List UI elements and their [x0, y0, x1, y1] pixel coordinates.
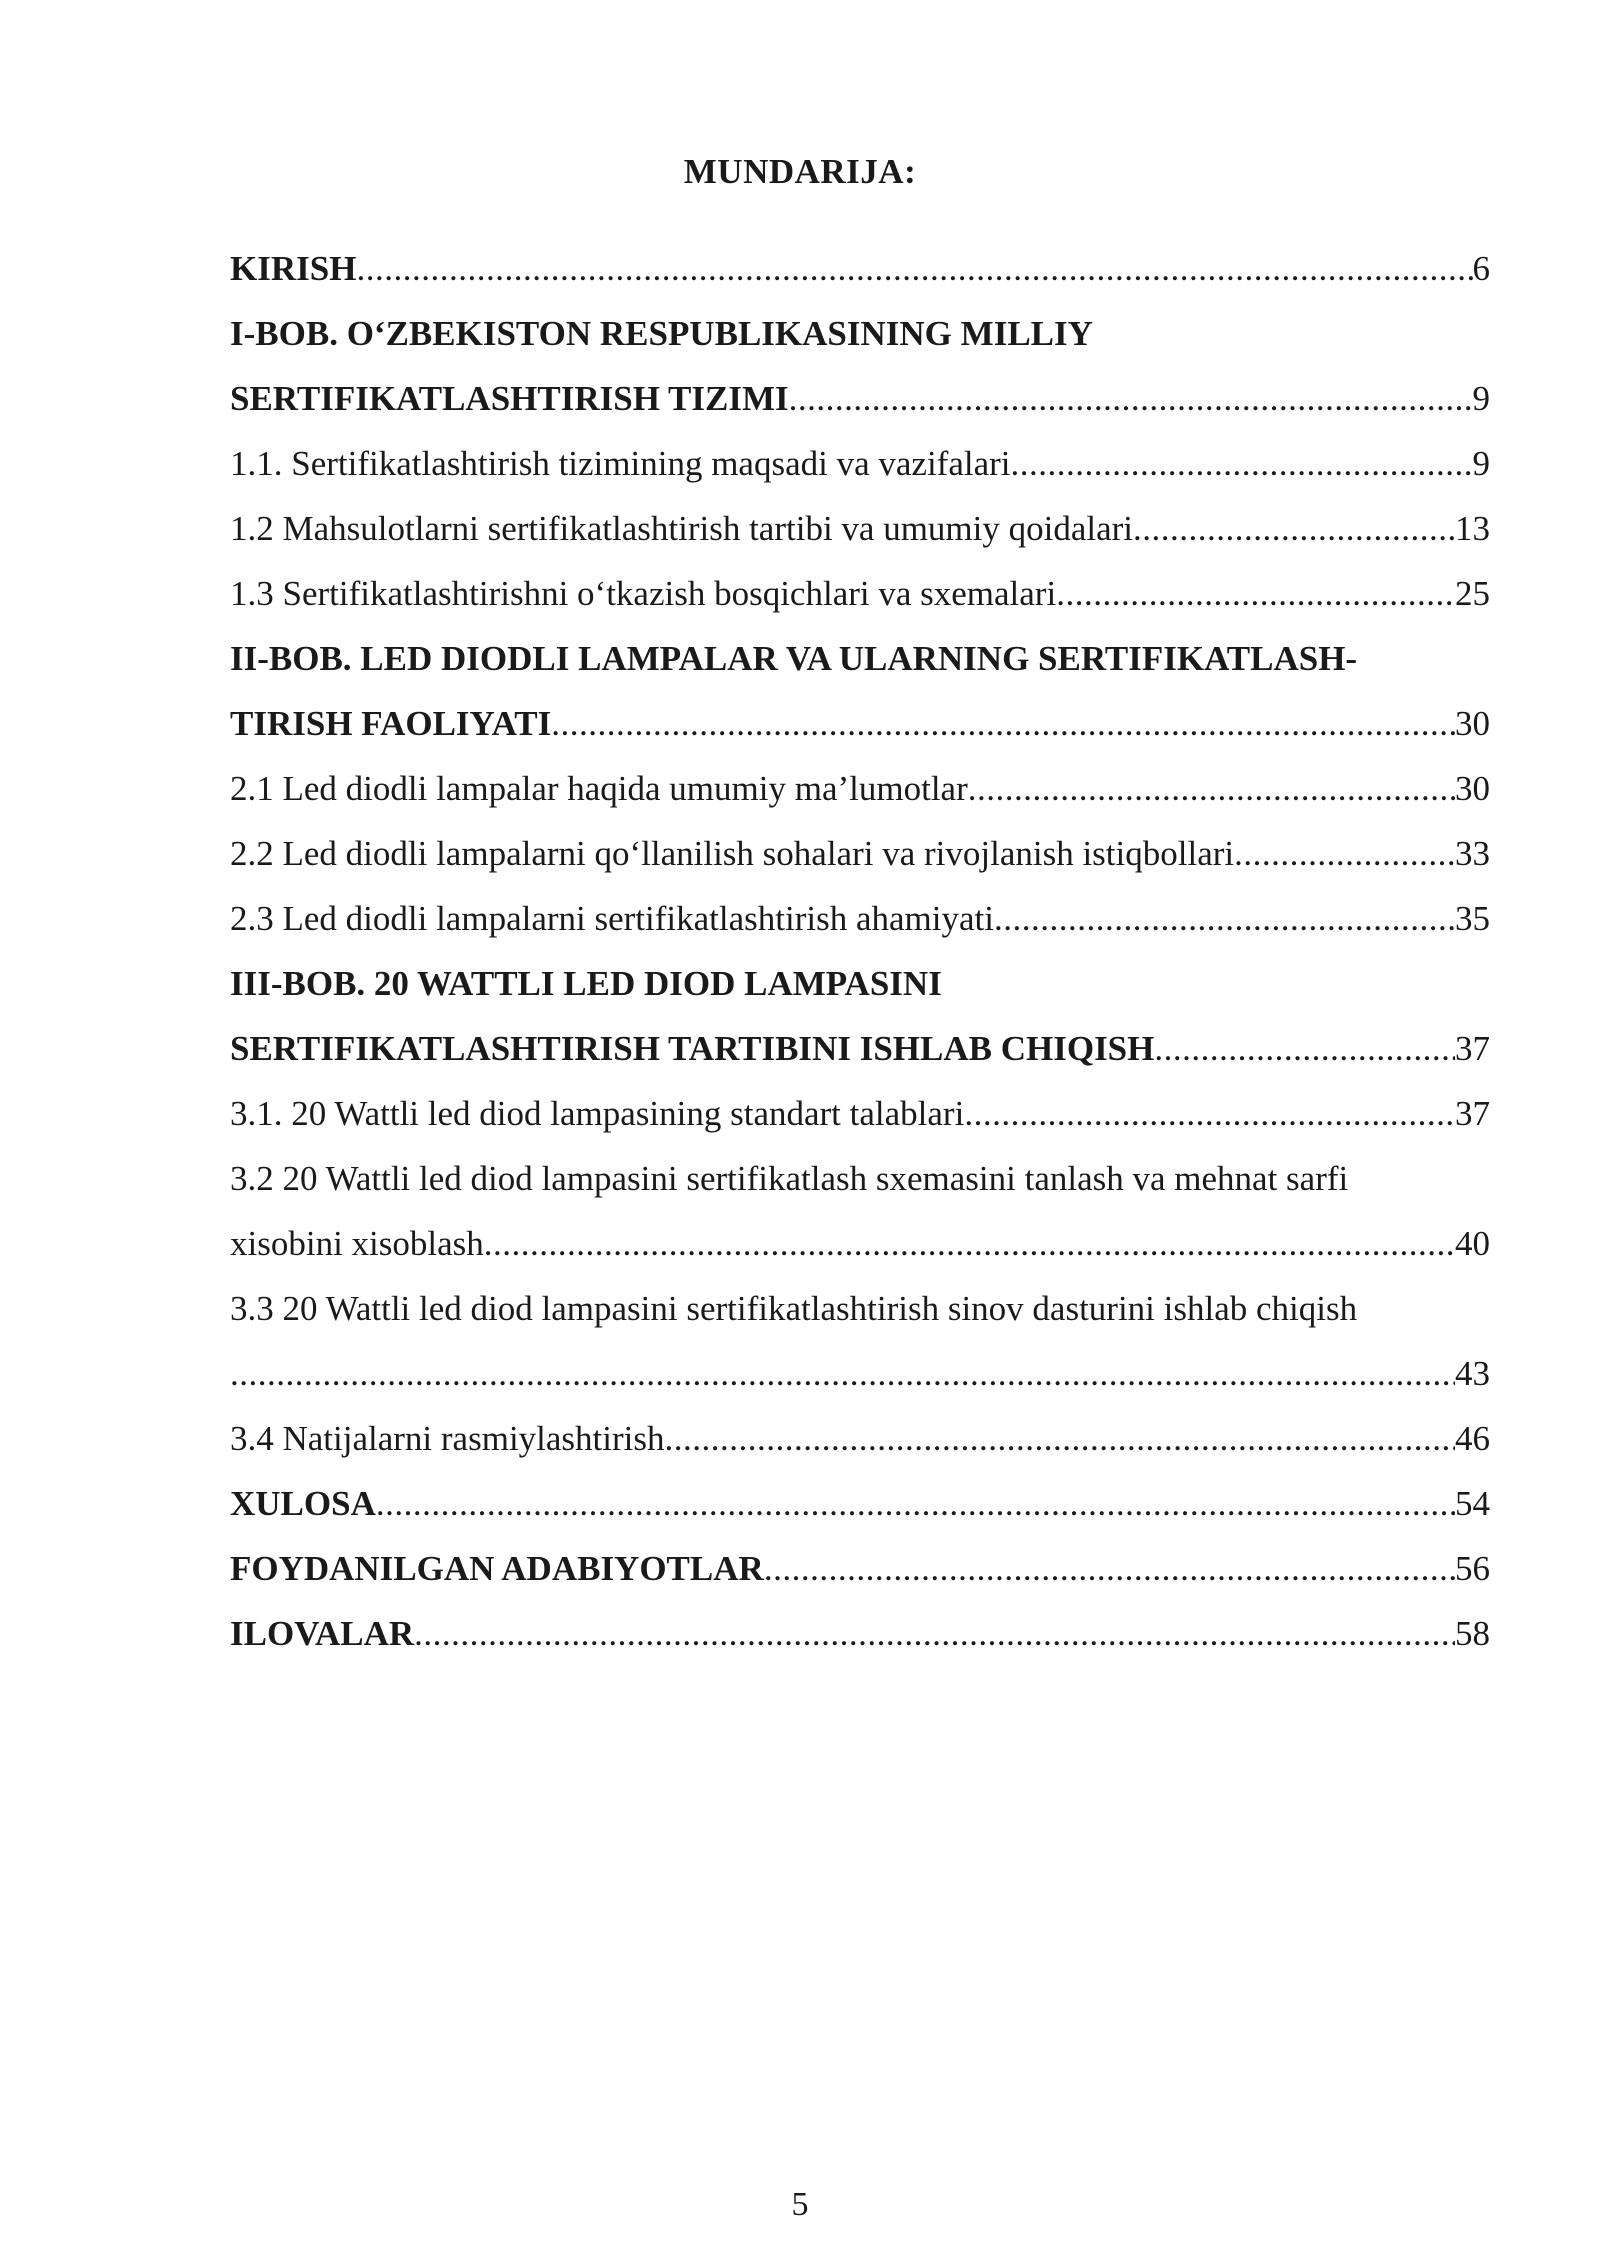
toc-entry-3-2-cont	[230, 1211, 1490, 1276]
toc-entry-adabiyotlar	[230, 1536, 1490, 1601]
toc-entry-text: XULOSA	[230, 1484, 376, 1523]
toc-entry-page: 13	[1455, 509, 1490, 548]
toc-entry-text: 1.1. Sertifikatlashtirish tizimining maqsadi va vazifalari	[230, 444, 1011, 483]
toc-title: MUNDARIJA:	[683, 152, 917, 191]
toc-entry-3-2	[230, 1146, 1490, 1211]
toc-entry-text: FOYDANILGAN ADABIYOTLAR	[230, 1549, 764, 1588]
toc-entry-page: 56	[1455, 1549, 1490, 1588]
toc-entry-text: SERTIFIKATLASHTIRISH TARTIBINI ISHLAB CHIQISH	[230, 1029, 1155, 1068]
toc-entry-page: 6	[1472, 249, 1490, 288]
dot-leader	[964, 1081, 1455, 1146]
toc-entry-chapter-2-title	[230, 626, 1490, 691]
toc-entry-xulosa	[230, 1471, 1490, 1536]
toc-entry-2-2	[230, 821, 1490, 886]
dot-leader	[230, 1341, 1455, 1406]
toc-entry-1-1	[230, 431, 1490, 496]
dot-leader	[968, 756, 1455, 821]
toc-entry-page: 46	[1455, 1419, 1490, 1458]
toc-entry-text: 3.2 20 Wattli led diod lampasini sertifikatlash sxemasini tanlash va mehnat sarfi	[230, 1159, 1349, 1198]
page-number: 5	[791, 2186, 809, 2223]
toc-entry-2-1	[230, 756, 1490, 821]
toc-entry-page: 25	[1455, 574, 1490, 613]
dot-leader	[376, 1471, 1455, 1536]
toc-entry-page: 43	[1455, 1354, 1490, 1393]
toc-entry-page: 9	[1472, 444, 1490, 483]
dot-leader	[484, 1211, 1455, 1276]
toc-entry-text: ILOVALAR	[230, 1614, 415, 1653]
toc-entry-1-3	[230, 561, 1490, 626]
toc-entry-3-4	[230, 1406, 1490, 1471]
toc-entry-page: 30	[1455, 704, 1490, 743]
toc-entry-text: II-BOB. LED DIODLI LAMPALAR VA ULARNING SERTIFIKATLASH-	[230, 639, 1358, 678]
dot-leader	[665, 1406, 1456, 1471]
toc-entry-page: 35	[1455, 899, 1490, 938]
toc-entry-chapter-1-title	[230, 301, 1490, 366]
dot-leader	[1234, 821, 1455, 886]
dot-leader	[1056, 561, 1455, 626]
toc-entry-page: 37	[1455, 1029, 1490, 1068]
toc-entry-text: TIRISH FAOLIYATI	[230, 704, 552, 743]
dot-leader	[551, 691, 1455, 756]
toc-entry-page: 54	[1455, 1484, 1490, 1523]
toc-entry-text: KIRISH	[230, 249, 357, 288]
toc-entry-text: 3.1. 20 Wattli led diod lampasining standart talablari	[230, 1094, 965, 1133]
dot-leader	[1133, 496, 1455, 561]
toc-entry-3-3	[230, 1276, 1490, 1341]
toc-entry-text: 2.3 Led diodli lampalarni sertifikatlashtirish ahamiyati	[230, 899, 994, 938]
toc-entry-chapter-3-title	[230, 951, 1490, 1016]
toc-entry-chapter-1-title-cont	[230, 366, 1490, 431]
toc-entry-text: 3.3 20 Wattli led diod lampasini sertifikatlashtirish sinov dasturini ishlab chiqish	[230, 1289, 1358, 1328]
table-of-contents	[230, 236, 1490, 1666]
toc-entry-chapter-3-title-cont	[230, 1016, 1490, 1081]
toc-entry-ilovalar	[230, 1601, 1490, 1666]
toc-entry-text: I-BOB. O‘ZBEKISTON RESPUBLIKASINING MILLIY	[230, 314, 1093, 353]
toc-entry-page: 58	[1455, 1614, 1490, 1653]
toc-entry-2-3	[230, 886, 1490, 951]
toc-entry-page: 9	[1472, 379, 1490, 418]
toc-entry-page: 30	[1455, 769, 1490, 808]
toc-entry-chapter-2-title-cont	[230, 691, 1490, 756]
toc-entry-page: 40	[1455, 1224, 1490, 1263]
dot-leader	[994, 886, 1455, 951]
toc-entry-text: SERTIFIKATLASHTIRISH TIZIMI	[230, 379, 789, 418]
toc-entry-1-2	[230, 496, 1490, 561]
dot-leader	[764, 1536, 1455, 1601]
dot-leader	[789, 366, 1473, 431]
toc-entry-text: 1.2 Mahsulotlarni sertifikatlashtirish tartibi va umumiy qoidalari	[230, 509, 1134, 548]
toc-entry-text: III-BOB. 20 WATTLI LED DIOD LAMPASINI	[230, 964, 942, 1003]
toc-entry-3-1	[230, 1081, 1490, 1146]
toc-entry-page: 37	[1455, 1094, 1490, 1133]
toc-entry-text: xisobini xisoblash	[230, 1224, 484, 1263]
dot-leader	[414, 1601, 1455, 1666]
dot-leader	[356, 236, 1472, 301]
dot-leader	[1011, 431, 1473, 496]
toc-entry-text: 1.3 Sertifikatlashtirishni o‘tkazish bosqichlari va sxemalari	[230, 574, 1057, 613]
toc-entry-text: 2.1 Led diodli lampalar haqida umumiy ma’lumotlar	[230, 769, 968, 808]
dot-leader	[1154, 1016, 1455, 1081]
toc-entry-text: 2.2 Led diodli lampalarni qo‘llanilish sohalari va rivojlanish istiqbollari	[230, 834, 1235, 873]
toc-entry-kirish	[230, 236, 1490, 301]
toc-entry-text: 3.4 Natijalarni rasmiylashtirish	[230, 1419, 665, 1458]
toc-entry-page: 33	[1455, 834, 1490, 873]
toc-entry-3-3-cont	[230, 1341, 1490, 1406]
